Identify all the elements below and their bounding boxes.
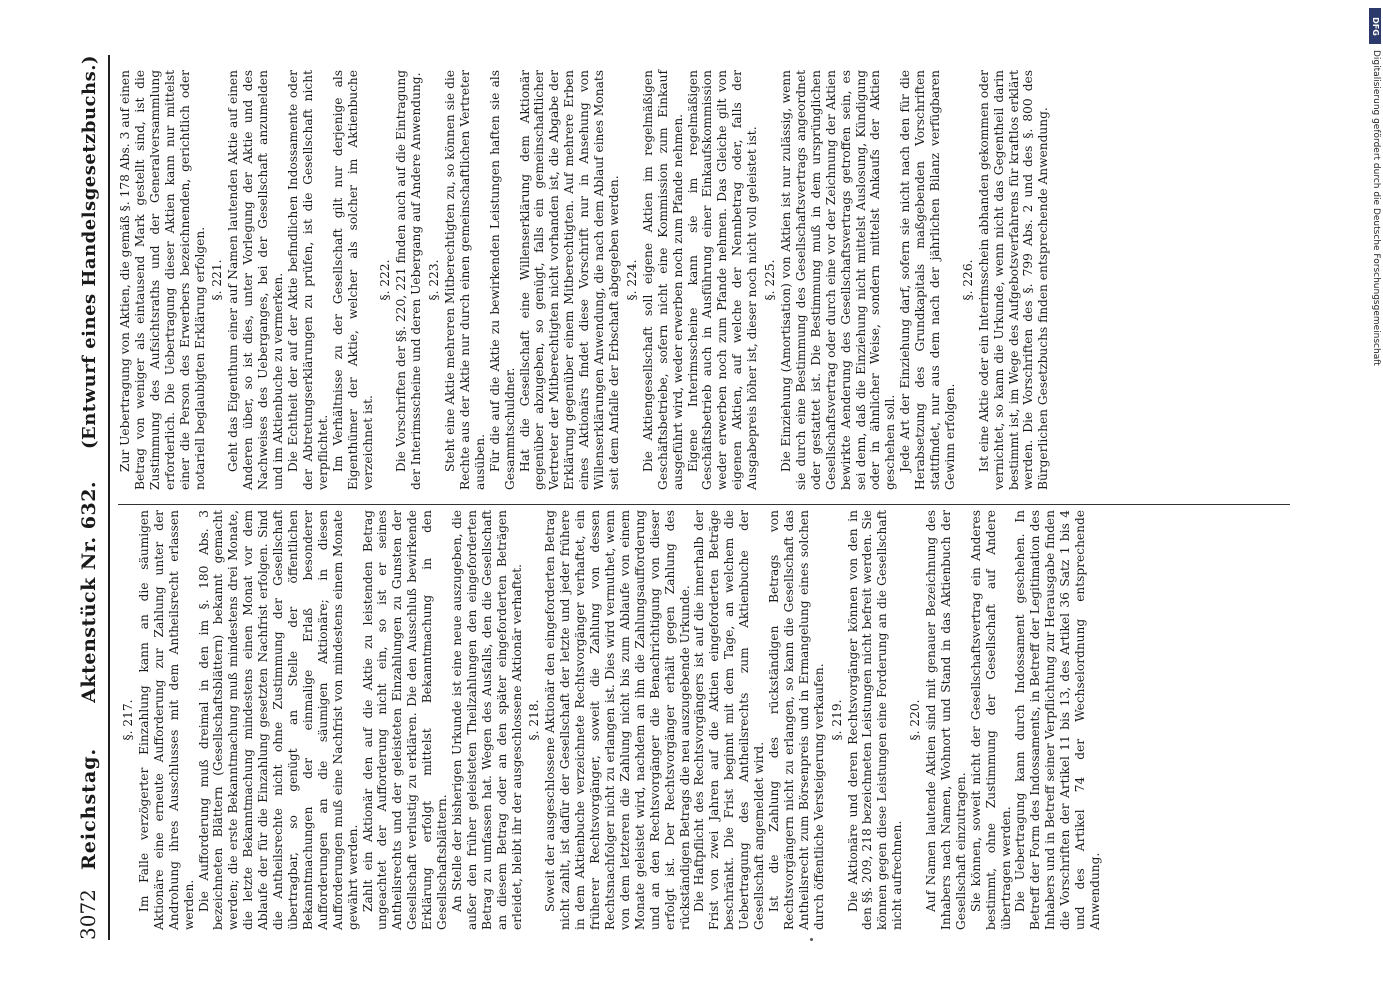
paragraph: Auf Namen lautende Aktien sind mit genauer Bezeichnung des Inhabers nach Namen, Wohnort und Stand in das Aktienbuch der Gesellschaft einzutragen. — [924, 510, 968, 930]
paragraph: Ist die Zahlung des rückständigen Betrags von Rechtsvorgängern nicht zu erlangen, so kann die Gesellschaft das Antheilsrecht zum Börsenpreis und in Ermangelung eines solchen durch öffentliche Versteigerung verkaufen. — [766, 510, 826, 930]
scan-speck — [810, 938, 813, 941]
paragraph: Für die auf die Aktie zu bewirkenden Leistungen haften sie als Gesammtschuldner. — [487, 70, 517, 490]
paragraph: Sie können, soweit nicht der Gesellschaftsvertrag ein Anderes bestimmt, ohne Zustimmung der Gesellschaft auf Andere übertragen werden. — [968, 510, 1013, 930]
paragraph: Im Falle verzögerter Einzahlung kann an die säumigen Aktionäre eine erneute Aufforderung zur Zahlung unter der Androhung ihres Ausschlusses mit dem Antheilsrecht erlassen werden. — [136, 510, 196, 930]
page-number: 3072 — [76, 889, 100, 940]
paragraph: Geht das Eigenthum einer auf Namen lautenden Aktie auf einen Anderen über, so ist dies, unter Vorlegung der Aktie und des Nachweises des Ueberganges, bei der Gesellschaft anzumelden und im Aktienbuche zu vermerken. — [226, 70, 286, 490]
section-heading: §. 222. — [378, 259, 393, 301]
paragraph: Im Verhältnisse zu der Gesellschaft gilt nur derjenige als Eigenthümer der Aktie, welcher als solcher im Aktienbuche verzeichnet ist. — [330, 70, 375, 490]
paragraph: Die Echtheit der auf der Aktie befindlichen Indossamente oder der Abtretungserklärungen zu prüfen, ist die Gesellschaft nicht verpflichtet. — [285, 70, 330, 490]
column-divider — [118, 504, 1290, 505]
paragraph: Die Aufforderung muß dreimal in den im §. 180 Abs. 3 bezeichneten Blättern (Gesellschaftsblättern) bekannt gemacht werden; die erste Bekanntmachung muß mindestens drei Monate, die letzte Bekanntmachung mindestens einen Monat vor dem Ablaufe der für die Einzahlung gesetzten Nachfrist erfolgen. Sind die Antheilsrechte nicht ohne Zustimmung der Gesellschaft übertragbar, so genügt an Stelle der öffentlichen Bekanntmachungen der einmalige Erlaß besonderer Aufforderungen an die säumigen Aktionäre; in diesen Aufforderungen muß eine Nachfrist von mindestens einem Monate gewährt werden. — [196, 510, 360, 930]
header-right-title: (Entwurf eines Handelsgesetzbuchs.) — [79, 55, 100, 450]
paragraph: Zur Uebertragung von Aktien, die gemäß §. 178 Abs. 3 auf einen Betrag von weniger als eintausend Mark gestellt sind, ist die Zustimmung des Aufsichtsraths und der Generalversammlung erforderlich. Die Uebertragung dieser Aktien kann nur mittelst einer die Person des Erwerbers bezeichnenden, gerichtlich oder notariell beglaubigten Erklärung erfolgen. — [118, 70, 207, 490]
paragraph: Eigene Interimsscheine kann sie im regelmäßigen Geschäftsbetrieb auch in Ausführung einer Einkaufskommission weder erwerben noch zum Pfande nehmen. Das Gleiche gilt von eigenen Aktien, auf welche der Nennbetrag oder, falls der Ausgabepreis höher ist, dieser noch nicht voll geleistet ist. — [685, 70, 760, 490]
paragraph: Jede Art der Einziehung darf, sofern sie nicht nach den für die Herabsetzung des Grundkapitals maßgebenden Vorschriften stattfindet, nur aus dem nach der jährlichen Bilanz verfügbaren Gewinn erfolgen. — [898, 70, 957, 490]
paragraph: An Stelle der bisherigen Urkunde ist eine neue auszugeben, die außer den früher geleisteten Theilzahlungen den eingeforderten Betrag zu umfassen hat. Wegen des Ausfalls, den die Gesellschaft an diesem Betrag oder an den später eingeforderten Beträgen erleidet, bleibt ihr der ausgeschlossene Aktionär verhaftet. — [449, 510, 524, 930]
section-heading: §. 219. — [829, 699, 844, 741]
header-document-number: Aktenstück Nr. 632. — [78, 480, 100, 703]
digitization-note: Digitalisierung gefördert durch die Deutsche Forschungsgemeinschaft — [1371, 50, 1381, 366]
section-heading: §. 218. — [527, 699, 542, 741]
paragraph: Die Aktionäre und deren Rechtsvorgänger können von den in den §§. 209, 218 bezeichneten Leistungen nicht befreit werden. Sie können gegen diese Leistungen eine Forderung an die Gesellschaft nicht aufrechnen. — [845, 510, 905, 930]
paragraph: Ist eine Aktie oder ein Interimsschein abhanden gekommen oder vernichtet, so kann die Urkunde, wenn nicht das Gegentheil darin bestimmt ist, im Wege des Aufgebotsverfahrens für kraftlos erklärt werden. Die Vorschriften des §. 799 Abs. 2 und des §. 800 des Bürgerlichen Gesetzbuchs finden entsprechende Anwendung. — [976, 70, 1051, 490]
section-heading: §. 223. — [427, 259, 442, 301]
header-rule — [108, 55, 110, 940]
paragraph: Die Haftpflicht des Rechtsvorgängers ist auf die innerhalb der Frist von zwei Jahren auf die Aktien eingeforderten Beträge beschränkt. Die Frist beginnt mit dem Tage, an welchem die Uebertragung des Antheilsrechts zum Aktienbuche der Gesellschaft angemeldet wird. — [692, 510, 767, 930]
left-text-column — [118, 510, 1103, 930]
dfg-logo — [1369, 8, 1381, 44]
section-heading: §. 224. — [624, 259, 639, 301]
section-heading: §. 221. — [210, 259, 225, 301]
header-left-title: Reichstag. — [78, 747, 100, 870]
paragraph: Zahlt ein Aktionär den auf die Aktie zu leistenden Betrag ungeachtet der Aufforderung nicht ein, so ist er seines Antheilsrechts und der geleisteten Einzahlungen zu Gunsten der Gesellschaft verlustig zu erklären. Die den Ausschluß bewirkende Erklärung erfolgt mittelst Bekanntmachung in den Gesellschaftsblättern. — [360, 510, 450, 930]
dfg-logo-text: DFG — [1370, 16, 1380, 36]
paragraph: Die Einziehung (Amortisation) von Aktien ist nur zulässig, wenn sie durch eine Bestimmung des Gesellschaftsvertrags angeordnet oder gestattet ist. Die Bestimmung muß in dem ursprünglichen Gesellschaftsvertrag oder durch eine vor der Zeichnung der Aktien bewirkte Aenderung des Gesellschaftsvertrags getroffen sein, es sei denn, daß die Einziehung nicht mittelst Auslosung, Kündigung oder in ähnlicher Weise, sondern mittelst Ankaufs der Aktien geschehen soll. — [778, 70, 898, 490]
right-text-column — [118, 70, 1051, 490]
section-heading: §. 225. — [763, 259, 778, 301]
paragraph: Hat die Gesellschaft eine Willenserklärung dem Aktionär gegenüber abzugeben, so genügt, falls ein gemeinschaftlicher Vertreter der Mitberechtigten nicht vorhanden ist, die Abgabe der Erklärung gegenüber einem Mitberechtigten. Auf mehrere Erben eines Aktionärs findet diese Vorschrift nur in Ansehung von Willenserklärungen Anwendung, die nach dem Ablauf eines Monats seit dem Anfalle der Erbschaft abgegeben werden. — [517, 70, 621, 490]
section-heading: §. 226. — [960, 259, 975, 301]
paragraph: Die Vorschriften der §§. 220, 221 finden auch auf die Eintragung der Interimsscheine und deren Uebergang auf Andere Anwendung. — [394, 70, 424, 490]
section-heading: §. 217. — [121, 699, 135, 741]
paragraph: Die Uebertragung kann durch Indossament geschehen. In Betreff der Form des Indossaments, in Betreff der Legitimation des Inhabers und in Betreff seiner Verpflichtung zur Herausgabe finden die Vorschriften der Artikel 11 bis 13, des Artikel 36 Satz 1 bis 4 und des Artikel 74 der Wechselordnung entsprechende Anwendung. — [1013, 510, 1102, 930]
section-heading: §. 220. — [908, 699, 923, 741]
paragraph: Die Aktiengesellschaft soll eigene Aktien im regelmäßigen Geschäftsbetriebe, sofern nicht eine Kommission zum Einkauf ausgeführt wird, weder erwerben noch zum Pfande nehmen. — [640, 70, 685, 490]
paragraph: Steht eine Aktie mehreren Mitberechtigten zu, so können sie die Rechte aus der Aktie nur durch einen gemeinschaftlichen Vertreter ausüben. — [443, 70, 487, 490]
paragraph: Soweit der ausgeschlossene Aktionär den eingeforderten Betrag nicht zahlt, ist dafür der Gesellschaft der letzte und jeder frühere in dem Aktienbuche verzeichnete Rechtsvorgänger verhaftet, ein früherer Rechtsvorgänger, soweit die Zahlung von dessen Rechtsnachfolger nicht zu erlangen ist. Dies wird vermuthet, wenn von dem letzteren die Zahlung nicht bis zum Ablaufe von einem Monate geleistet wird, nachdem an ihn die Zahlungsaufforderung und an den Rechtsvorgänger die Benachrichtigung von dieser erfolgt ist. Der Rechtsvorgänger erhält gegen Zahlung des rückständigen Betrags die neu auszugebende Urkunde. — [543, 510, 692, 930]
page-header — [70, 55, 100, 940]
